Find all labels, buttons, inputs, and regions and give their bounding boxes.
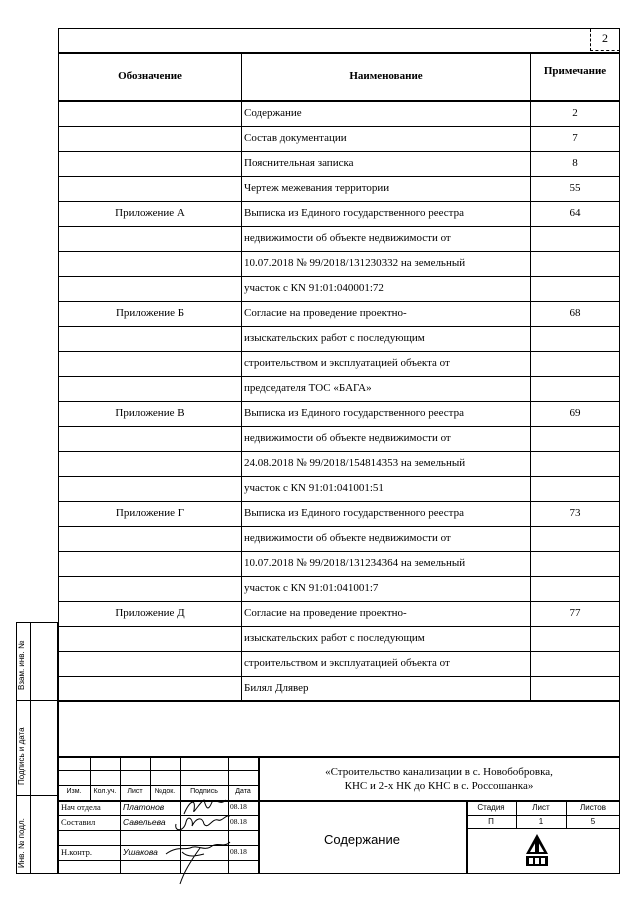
side-label-vzam: Взам. инв. № xyxy=(17,640,26,690)
title-block-col-header: Изм. xyxy=(66,788,82,795)
divider xyxy=(58,756,620,758)
signer-role: Нач отдела xyxy=(61,802,101,812)
signer-role: Н.контр. xyxy=(61,847,92,857)
document-title: Содержание xyxy=(324,832,400,847)
title-block-col-header: Подпись xyxy=(190,788,218,795)
signer-date: 08.18 xyxy=(230,817,247,826)
title-block-col-header: Кол.уч. xyxy=(93,788,117,795)
signature-ushakova xyxy=(160,838,232,888)
row-name: Выписка из Единого государственного реестра xyxy=(244,207,464,219)
stage-label: Стадия xyxy=(477,803,505,812)
row-designation: Приложение Д xyxy=(115,607,185,619)
row-name: недвижимости об объекте недвижимости от xyxy=(244,532,451,544)
row-note: 2 xyxy=(572,107,578,119)
signer-date: 08.18 xyxy=(230,802,247,811)
row-note: 68 xyxy=(569,307,581,319)
divider xyxy=(120,756,121,874)
row-name: недвижимости об объекте недвижимости от xyxy=(244,232,451,244)
divider xyxy=(16,700,58,701)
row-name: изыскательских работ с последующим xyxy=(244,332,425,344)
side-label-inv: Инв. № подл. xyxy=(17,818,26,868)
signature-saveleva xyxy=(172,810,232,834)
signer-role: Составил xyxy=(61,817,96,827)
row-note: 8 xyxy=(572,157,578,169)
row-designation: Приложение А xyxy=(115,207,185,219)
signer-name: Ушакова xyxy=(123,847,158,857)
header-name: Наименование xyxy=(349,70,423,82)
project-title-line2: КНС и 2-х НК до КНС в с. Россошанка» xyxy=(344,780,534,792)
row-name: 10.07.2018 № 99/2018/131234364 на земельный xyxy=(244,557,466,569)
title-block-col-header: №док. xyxy=(154,788,176,795)
row-name: Состав документации xyxy=(244,132,347,144)
divider xyxy=(58,52,620,54)
row-name: 10.07.2018 № 99/2018/131230332 на земельный xyxy=(244,257,466,269)
row-name: Выписка из Единого государственного реестра xyxy=(244,407,464,419)
row-name: Выписка из Единого государственного реестра xyxy=(244,507,464,519)
row-name: Согласие на проведение проектно- xyxy=(244,307,407,319)
row-name: участок с КN 91:01:041001:7 xyxy=(244,582,379,594)
signer-name: Савельева xyxy=(123,817,166,827)
row-designation: Приложение В xyxy=(115,407,185,419)
project-title-line1: «Строительство канализации в с. Новобобровка, xyxy=(325,766,553,778)
sheet-value: 1 xyxy=(538,817,544,826)
row-designation: Приложение Г xyxy=(115,507,185,519)
row-name: участок с КN 91:01:041001:51 xyxy=(244,482,384,494)
side-label-podpis: Подпись и дата xyxy=(17,727,26,785)
signer-date: 08.18 xyxy=(230,847,247,856)
row-name: строительством и эксплуатацией объекта от xyxy=(244,657,450,669)
row-name: участок с КN 91:01:040001:72 xyxy=(244,282,384,294)
row-name: строительством и эксплуатацией объекта от xyxy=(244,357,450,369)
row-name: Содержание xyxy=(244,107,302,119)
divider xyxy=(58,700,620,702)
row-note: 69 xyxy=(569,407,581,419)
row-name: изыскательских работ с последующим xyxy=(244,632,425,644)
divider xyxy=(16,795,58,796)
sheets-label: Листов xyxy=(580,803,606,812)
row-name: Пояснительная записка xyxy=(244,157,354,169)
divider xyxy=(466,828,620,829)
row-note: 64 xyxy=(569,207,581,219)
signer-name: Платонов xyxy=(123,802,165,812)
row-designation: Приложение Б xyxy=(115,307,185,319)
row-note: 77 xyxy=(569,607,581,619)
row-name: Чертеж межевания территории xyxy=(244,182,390,194)
row-note: 73 xyxy=(569,507,581,519)
sheets-value: 5 xyxy=(590,817,596,826)
row-name: 24.08.2018 № 99/2018/154814353 на земельный xyxy=(244,457,466,469)
row-name: Билял Длявер xyxy=(244,682,309,694)
row-divider xyxy=(58,676,620,677)
row-note: 55 xyxy=(569,182,581,194)
page-number: 2 xyxy=(602,31,608,45)
row-name: председателя ТОС «БАГА» xyxy=(244,382,372,394)
header-note: Примечание xyxy=(543,65,607,77)
stage-value: П xyxy=(488,817,494,826)
sheet-label: Лист xyxy=(532,803,550,812)
row-name: недвижимости об объекте недвижимости от xyxy=(244,432,451,444)
divider xyxy=(30,622,31,874)
row-note: 7 xyxy=(572,132,578,144)
header-designation: Обозначение xyxy=(118,70,182,82)
divider xyxy=(466,815,620,816)
company-logo xyxy=(524,832,550,868)
row-name: Согласие на проведение проектно- xyxy=(244,607,407,619)
title-block-col-header: Дата xyxy=(235,788,251,795)
title-block-col-header: Лист xyxy=(127,788,143,795)
